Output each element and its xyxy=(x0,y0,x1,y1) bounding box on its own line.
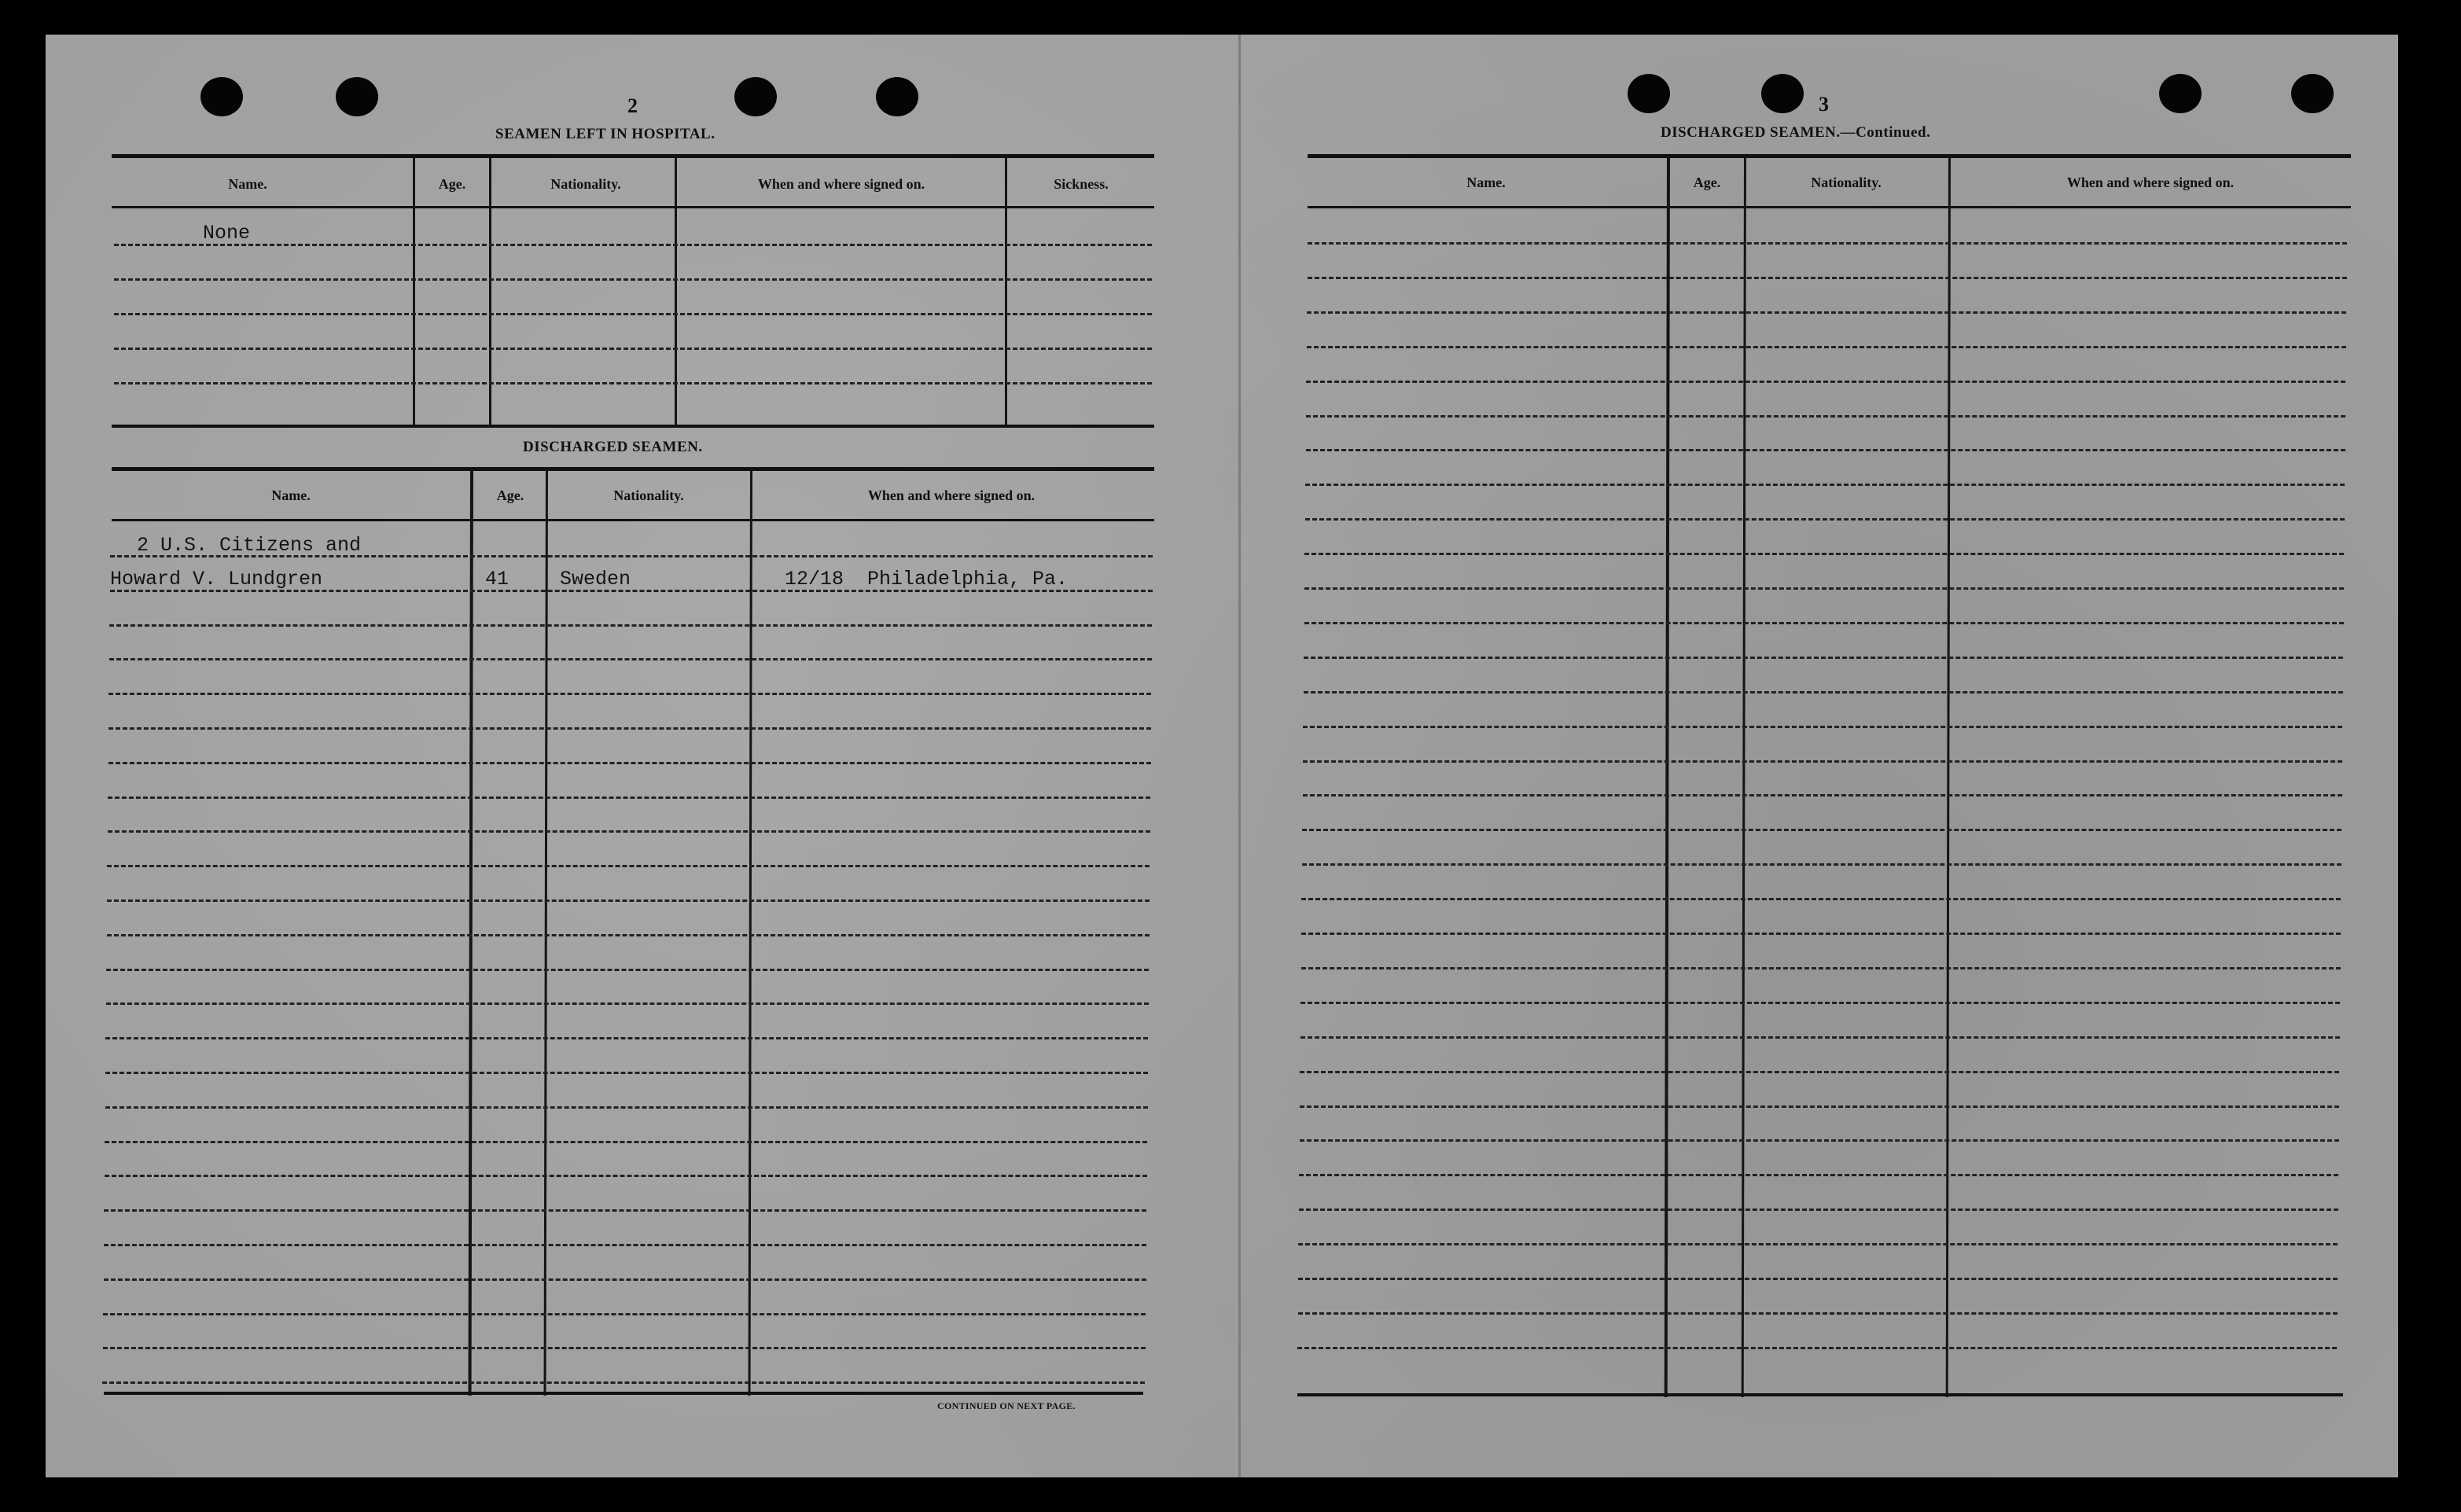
ruled-line xyxy=(1300,1036,2340,1039)
ruled-line xyxy=(1303,760,2342,763)
section-title-hospital: SEAMEN LEFT IN HOSPITAL. xyxy=(495,126,715,142)
section-title-discharged: DISCHARGED SEAMEN. xyxy=(523,439,703,455)
column-header-nationality: Nationality. xyxy=(613,487,684,503)
punch-hole xyxy=(1628,74,1670,113)
page-number: 3 xyxy=(1819,93,1829,116)
column-header-nationality: Nationality. xyxy=(550,176,621,192)
ruled-line xyxy=(102,1381,1145,1384)
ruled-line xyxy=(114,313,1152,315)
column-divider xyxy=(1005,156,1007,426)
table-bottom-rule xyxy=(112,425,1154,428)
ruled-line xyxy=(1307,311,2346,314)
ruled-line xyxy=(109,693,1151,695)
ruled-line xyxy=(1300,1071,2339,1073)
ruled-line xyxy=(1298,1243,2338,1245)
punch-hole xyxy=(876,77,918,116)
document-sheet xyxy=(46,35,2398,1477)
ruled-line xyxy=(104,1244,1146,1246)
ruled-line xyxy=(105,1141,1147,1143)
continued-note: CONTINUED ON NEXT PAGE. xyxy=(937,1400,1076,1411)
ruled-line xyxy=(108,796,1150,799)
ruled-line xyxy=(105,1072,1148,1074)
ruled-line xyxy=(105,1106,1148,1109)
column-header-age: Age. xyxy=(1693,175,1721,190)
ruled-line xyxy=(105,1175,1147,1177)
section-title-discharged-continued: DISCHARGED SEAMEN.—Continued. xyxy=(1661,124,1931,141)
table-cell-name: None xyxy=(203,222,251,245)
column-header-signed-on: When and where signed on. xyxy=(2066,175,2235,190)
column-divider xyxy=(489,156,491,426)
ruled-line xyxy=(1301,967,2341,969)
ruled-line xyxy=(1303,794,2342,796)
punch-hole xyxy=(200,77,243,116)
ruled-line xyxy=(1304,691,2343,693)
ruled-line xyxy=(110,555,1153,557)
ruled-line xyxy=(1304,657,2343,659)
page-number: 2 xyxy=(627,94,638,117)
ruled-line xyxy=(103,1347,1146,1349)
ruled-line xyxy=(107,934,1150,936)
punch-hole xyxy=(1761,74,1804,113)
page-fold xyxy=(1238,35,1241,1477)
ruled-line xyxy=(103,1313,1146,1315)
ruled-line xyxy=(1302,829,2341,831)
column-header-signed-on: When and where signed on. xyxy=(757,176,925,192)
ruled-line xyxy=(1306,449,2345,451)
column-header-age: Age. xyxy=(438,176,466,192)
ruled-line xyxy=(1299,1208,2338,1211)
ruled-line xyxy=(1308,277,2347,279)
ruled-line xyxy=(1302,863,2341,866)
column-header-age: Age. xyxy=(496,487,524,503)
header-rule xyxy=(112,519,1154,521)
column-divider xyxy=(675,156,677,426)
column-header-name: Name. xyxy=(271,487,311,503)
ruled-line xyxy=(109,658,1152,660)
table-cell-nationality: Sweden xyxy=(560,568,631,590)
ruled-line xyxy=(108,830,1150,833)
ruled-line xyxy=(114,278,1152,281)
column-header-nationality: Nationality. xyxy=(1811,175,1882,190)
ruled-line xyxy=(1306,415,2345,418)
column-divider xyxy=(413,156,415,426)
ruled-line xyxy=(110,590,1153,592)
ruled-line xyxy=(1307,346,2346,348)
table-top-rule xyxy=(1308,154,2351,158)
ruled-line xyxy=(109,727,1151,730)
ruled-line xyxy=(106,1002,1149,1005)
ruled-line xyxy=(1297,1347,2337,1349)
ruled-line xyxy=(1300,1002,2340,1004)
header-rule xyxy=(112,206,1154,208)
ruled-line xyxy=(114,244,1152,246)
ruled-line xyxy=(1306,381,2345,383)
table-cell-age: 41 xyxy=(485,568,509,590)
ruled-line xyxy=(114,382,1152,384)
ruled-line xyxy=(1303,726,2342,728)
ruled-line xyxy=(1304,587,2344,590)
ruled-line xyxy=(114,348,1152,350)
ruled-line xyxy=(109,624,1152,627)
ruled-line xyxy=(1304,553,2344,555)
table-bottom-rule xyxy=(1297,1393,2343,1396)
ruled-line xyxy=(1305,484,2345,486)
ruled-line xyxy=(1301,898,2341,900)
header-rule xyxy=(1308,206,2351,208)
table-cell-name: Howard V. Lundgren xyxy=(110,568,323,590)
ruled-line xyxy=(109,762,1151,764)
ruled-line xyxy=(1298,1278,2338,1280)
ruled-line xyxy=(1304,622,2344,624)
table-cell-signed-on: 12/18 Philadelphia, Pa. xyxy=(785,568,1069,590)
ruled-line xyxy=(1299,1174,2338,1176)
table-top-rule xyxy=(112,467,1154,471)
ruled-line xyxy=(1300,1105,2339,1108)
table-bottom-rule xyxy=(104,1392,1143,1395)
ruled-line xyxy=(106,969,1149,971)
ruled-line xyxy=(104,1209,1146,1212)
ruled-line xyxy=(1298,1312,2338,1315)
ruled-line xyxy=(1305,518,2345,521)
ruled-line xyxy=(107,899,1150,902)
table-top-rule xyxy=(112,154,1154,158)
show-through-text xyxy=(110,161,124,203)
ruled-line xyxy=(107,865,1150,867)
ruled-line xyxy=(104,1278,1146,1281)
column-header-name: Name. xyxy=(228,176,267,192)
ruled-line xyxy=(1301,933,2341,935)
column-header-sickness: Sickness. xyxy=(1054,176,1109,192)
ruled-line xyxy=(1300,1139,2339,1142)
column-header-signed-on: When and where signed on. xyxy=(867,487,1036,503)
punch-hole xyxy=(336,77,378,116)
punch-hole xyxy=(2291,74,2334,113)
ruled-line xyxy=(1308,242,2347,245)
punch-hole xyxy=(734,77,777,116)
punch-hole xyxy=(2159,74,2202,113)
ruled-line xyxy=(105,1037,1148,1039)
table-cell-name: 2 U.S. Citizens and xyxy=(137,534,362,557)
column-header-name: Name. xyxy=(1466,175,1506,190)
